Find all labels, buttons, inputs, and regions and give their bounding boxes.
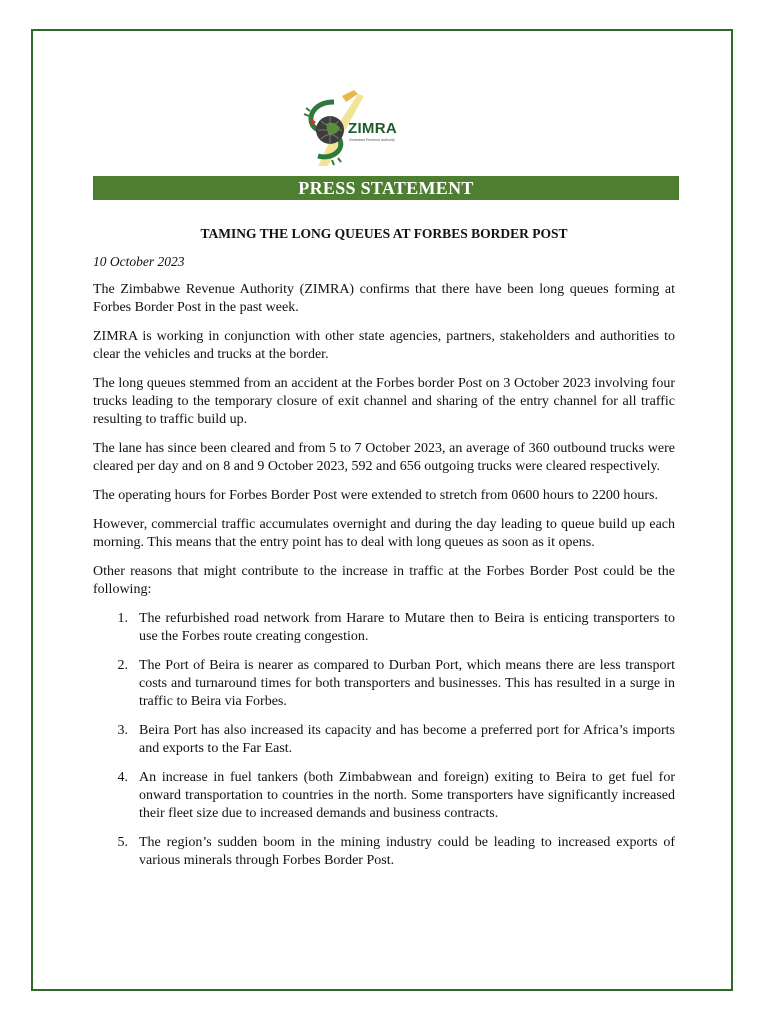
logo-name: ZIMRA xyxy=(348,120,397,137)
paragraph: The long queues stemmed from an accident at the Forbes border Post on 3 October 2023 involving four trucks leading to the temporary closure of exit channel and sharing of the entry channel for all traffic resulting to traffic build up. xyxy=(93,376,675,427)
reasons-list xyxy=(93,610,675,870)
statement-title: TAMING THE LONG QUEUES AT FORBES BORDER POST xyxy=(200,226,568,241)
list-item xyxy=(93,769,675,823)
logo-subtitle: Zimbabwe Revenue Authority xyxy=(349,138,395,142)
paragraph: The operating hours for Forbes Border Post were extended to stretch from 0600 hours to 2200 hours. xyxy=(93,488,658,503)
list-text: The refurbished road network from Harare to Mutare then to Beira is enticing transporters to use the Forbes route creating congestion. xyxy=(139,611,675,644)
list-number: 5. xyxy=(117,835,128,850)
statement-date: 10 October 2023 xyxy=(93,254,185,269)
paragraph: However, commercial traffic accumulates overnight and during the day leading to queue build up each morning. This means that the entry point has to deal with long queues as soon as it opens. xyxy=(93,517,675,550)
paragraph: The Zimbabwe Revenue Authority (ZIMRA) confirms that there have been long queues forming at Forbes Border Post in the past week. xyxy=(93,282,675,315)
list-number: 2. xyxy=(117,658,128,673)
list-number: 1. xyxy=(117,611,128,626)
list-item xyxy=(93,610,675,646)
paragraph: Other reasons that might contribute to the increase in traffic at the Forbes Border Post could be the following: xyxy=(93,564,675,597)
list-item xyxy=(93,834,675,870)
list-text: An increase in fuel tankers (both Zimbabwean and foreign) exiting to Beira to get fuel for onward transportation to countries in the north. Some transporters have significantly increased their fleet size due to increased demands and business contracts. xyxy=(139,770,675,821)
list-number: 3. xyxy=(117,723,128,738)
list-text: The Port of Beira is nearer as compared to Durban Port, which means there are less transport costs and turnaround times for both transporters and businesses. This has resulted in a surge in traffic to Beira via Forbes. xyxy=(139,658,675,709)
list-text: The region’s sudden boom in the mining industry could be leading to increased exports of various minerals through Forbes Border Post. xyxy=(139,835,675,868)
list-item xyxy=(93,657,675,711)
list-item xyxy=(93,722,675,758)
list-text: Beira Port has also increased its capacity and has become a preferred port for Africa’s imports and exports to the Far East. xyxy=(139,723,675,756)
paragraph: The lane has since been cleared and from 5 to 7 October 2023, an average of 360 outbound trucks were cleared per day and on 8 and 9 October 2023, 592 and 656 outgoing trucks were cleared respectively. xyxy=(93,441,675,474)
paragraph: ZIMRA is working in conjunction with other state agencies, partners, stakeholders and authorities to clear the vehicles and trucks at the border. xyxy=(93,329,675,362)
list-number: 4. xyxy=(117,770,128,785)
statement-body xyxy=(93,225,675,881)
press-statement-banner: PRESS STATEMENT xyxy=(93,176,679,200)
